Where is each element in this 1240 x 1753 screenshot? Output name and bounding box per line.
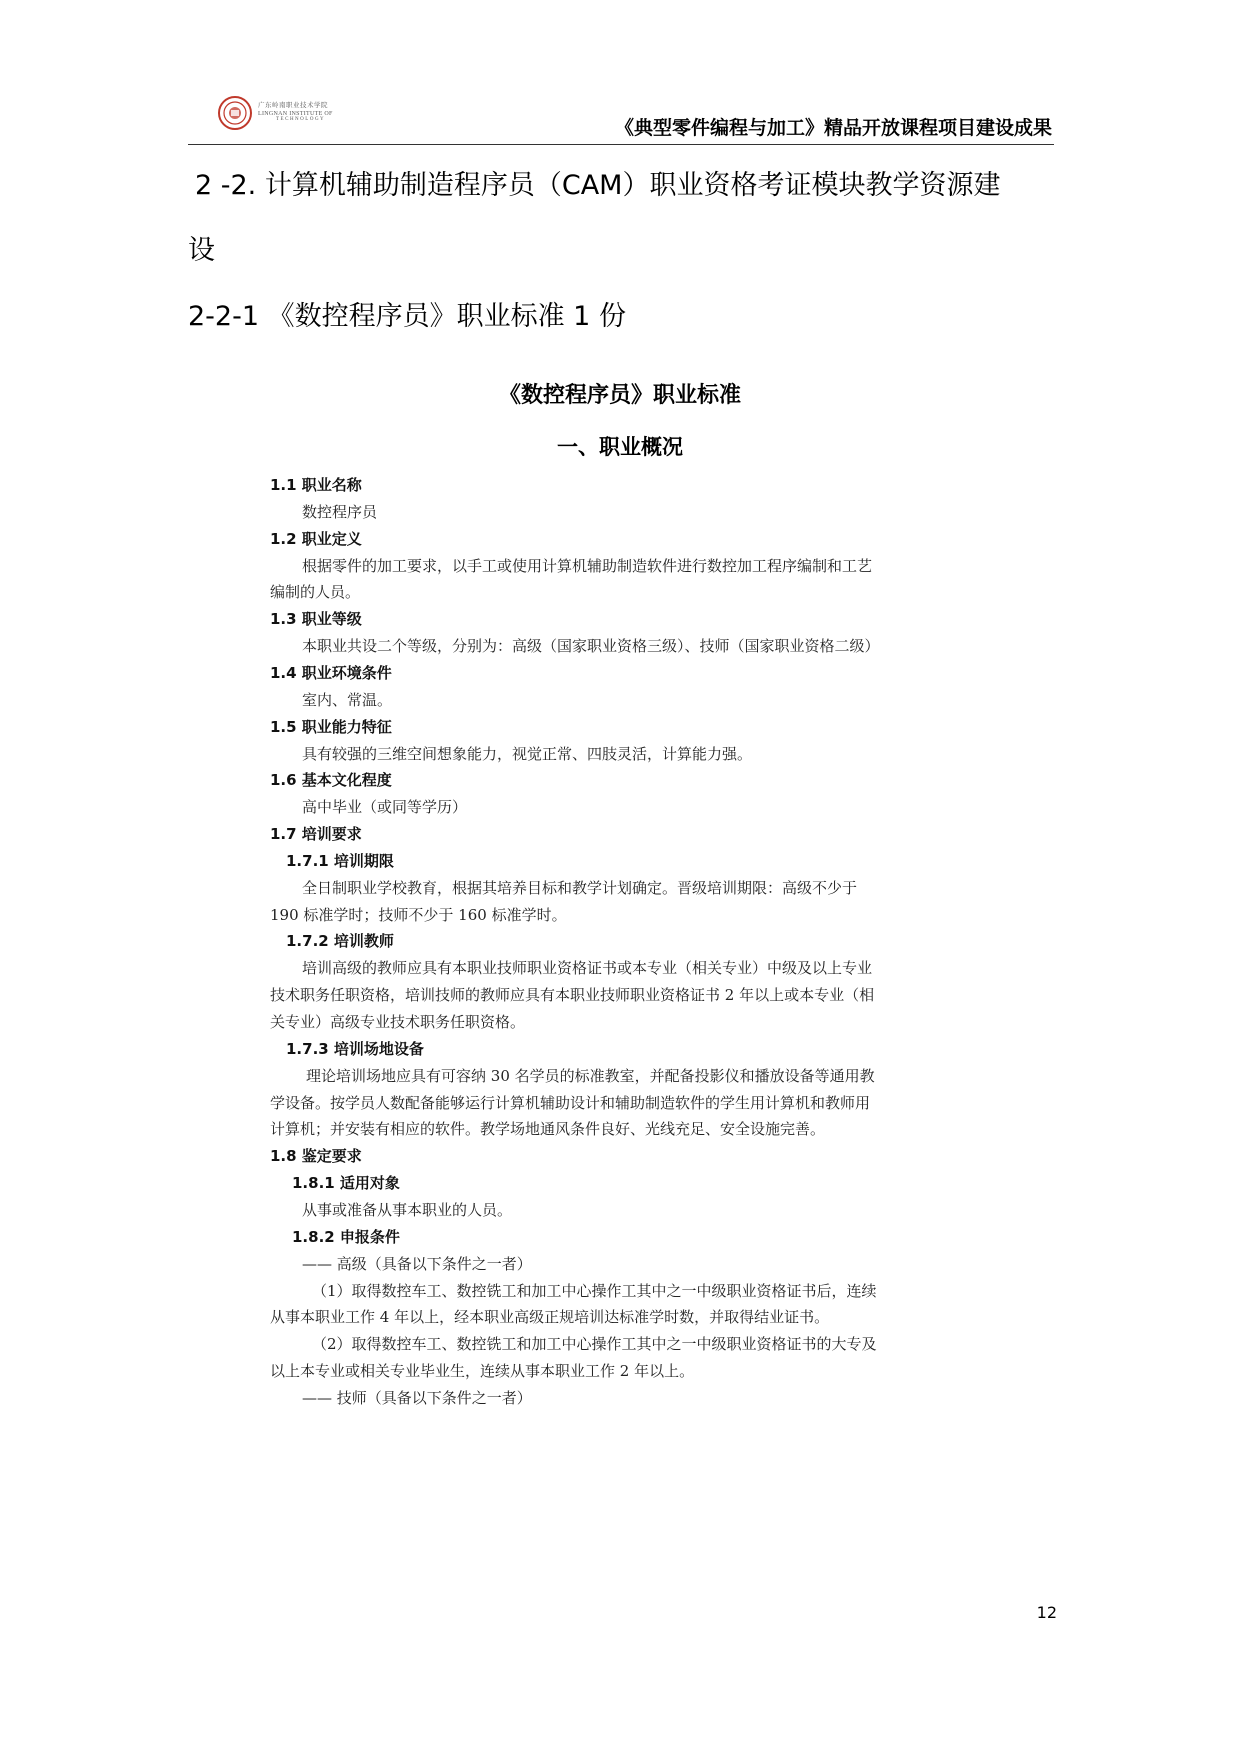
body-line: 数控程序员 [302,502,378,521]
body-line: 高中毕业（或同等学历） [302,798,468,817]
section-heading: 1.7.2 培训教师 [286,932,394,951]
logo-en-text: LINGNAN INSTITUTE OF [258,111,333,117]
chapter-title: 一、职业概况 [557,435,683,459]
logo-text [258,100,368,122]
body-line: （2）取得数控车工、数控铣工和加工中心操作工其中之一中级职业资格证书的大专及 [312,1335,877,1354]
body-line: 全日制职业学校教育，根据其培养目标和教学计划确定。晋级培训期限：高级不少于 [302,878,858,897]
section-heading: 1.5 职业能力特征 [270,717,392,736]
body-line: 根据零件的加工要求，以手工或使用计算机辅助制造软件进行数控加工程序编制和工艺 [302,556,873,575]
body-line: —— 技师（具备以下条件之一者） [302,1388,532,1407]
body-line: 培训高级的教师应具有本职业技师职业资格证书或本专业（相关专业）中级及以上专业 [302,959,873,978]
section-heading: 1.7.1 培训期限 [286,851,394,870]
body-line: 从事或准备从事本职业的人员。 [302,1200,513,1219]
subsection-title: 2-2-1 《数控程序员》职业标准 1 份 [188,301,626,332]
body-line: 具有较强的三维空间想象能力，视觉正常、四肢灵活，计算能力强。 [302,744,753,763]
body-line: （1）取得数控车工、数控铣工和加工中心操作工其中之一中级职业资格证书后，连续 [312,1281,877,1300]
body-line: —— 高级（具备以下条件之一者） [302,1254,532,1273]
section-heading: 1.2 职业定义 [270,529,362,548]
college-logo-icon [218,96,252,130]
page-header [188,92,1054,145]
body-line: 计算机；并安装有相应的软件。教学场地通风条件良好、光线充足、安全设施完善。 [270,1120,826,1139]
body-line: 编制的人员。 [270,583,361,602]
section-heading: 1.4 职业环境条件 [270,663,392,682]
logo-cn-text: 广东岭南职业技术学院 [258,101,328,109]
body-line: 以上本专业或相关专业毕业生，连续从事本职业工作 2 年以上。 [270,1362,695,1381]
body-line: 理论培训场地应具有可容纳 30 名学员的标准教室，并配备投影仪和播放设备等通用教 [306,1066,875,1085]
body-line: 本职业共设二个等级，分别为：高级（国家职业资格三级）、技师（国家职业资格二级） [302,637,880,656]
section-heading: 1.1 职业名称 [270,476,362,494]
body-line: 室内、常温。 [302,690,393,709]
section-heading: 1.8 鉴定要求 [270,1147,362,1166]
body-line: 190 标准学时；技师不少于 160 标准学时。 [270,905,567,924]
body-line: 关专业）高级专业技术职务任职资格。 [270,1013,526,1031]
page-number: 12 [1036,1603,1057,1622]
section-heading: 1.7 培训要求 [270,825,362,844]
section-title: 2 -2. 计算机辅助制造程序员（CAM）职业资格考证模块教学资源建 [195,170,1001,201]
section-heading: 1.7.3 培训场地设备 [286,1039,424,1058]
section-heading: 1.6 基本文化程度 [270,771,392,790]
section-heading: 1.8.2 申报条件 [292,1227,400,1246]
body-line: 学设备。按学员人数配备能够运行计算机辅助设计和辅助制造软件的学生用计算机和教师用 [270,1093,871,1112]
section-title-continued: 设 [188,235,215,266]
section-heading: 1.8.1 适用对象 [292,1174,400,1193]
section-heading: 1.3 职业等级 [270,610,362,629]
logo-en-text-2: TECHNOLOGY [276,117,326,122]
body-line: 技术职务任职资格，培训技师的教师应具有本职业技师职业资格证书 2 年以上或本专业（相 [270,986,875,1005]
body-line: 从事本职业工作 4 年以上，经本职业高级正规培训达标准学时数，并取得结业证书。 [270,1308,830,1327]
document-title: 《数控程序员》职业标准 [498,383,741,408]
header-title: 《典型零件编程与加工》精品开放课程项目建设成果 [614,117,1052,139]
